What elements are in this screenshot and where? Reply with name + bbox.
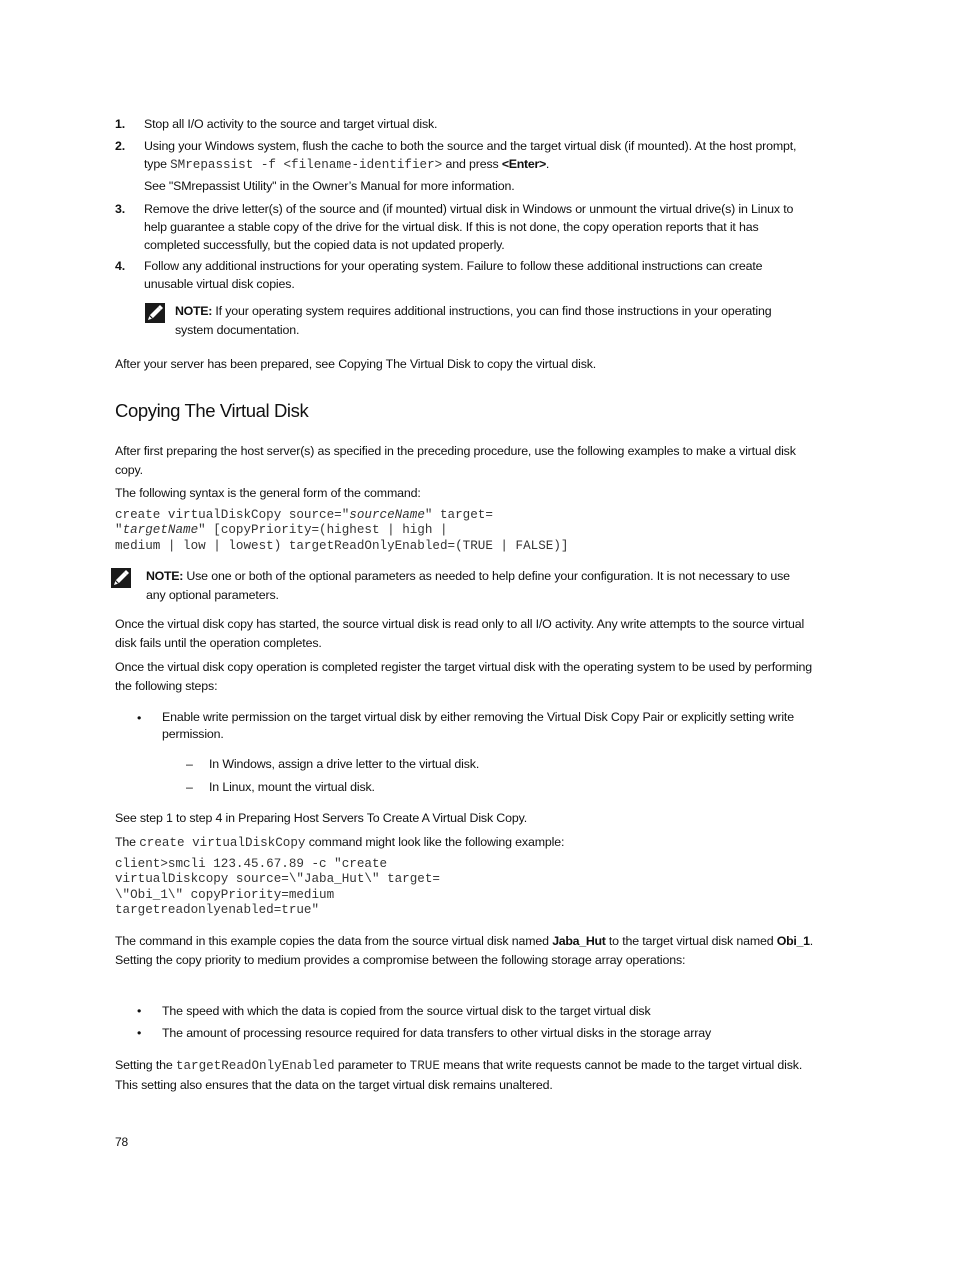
inline-code: create virtualDiskCopy: [139, 836, 306, 850]
step-text: [144, 137, 809, 174]
note-body: Use one or both of the optional parameters as needed to help define your configuration. It is not necessary to use any optional parameters.: [146, 569, 790, 602]
text-part: parameter to: [334, 1058, 410, 1072]
paragraph-syntax-intro: The following syntax is the general form of the command:: [115, 486, 421, 500]
step-number: 3.: [115, 202, 126, 216]
code-part: " target=: [424, 508, 493, 522]
code-placeholder: sourceName: [349, 508, 425, 522]
step-text: Follow any additional instructions for your operating system. Failure to follow these additional instructions can create unusable virtual disk copies.: [144, 259, 763, 291]
step-text: Remove the drive letter(s) of the source and (if mounted) virtual disk in Windows or unmount the virtual drive(s) in Linux to help guarantee a stable copy of the drive for the virtual disk. If this is not done, the copy operation reports that it has completed successfully, but the copied data is not updated properly.: [144, 202, 794, 252]
step-text-part: .: [545, 157, 550, 171]
dash-marker: –: [186, 757, 193, 771]
code-part: " [copyPriority=(highest | high |: [198, 523, 448, 538]
code-line: targetreadonlyenabled=true": [115, 902, 320, 917]
example-code-block: [115, 857, 440, 918]
inline-code: targetReadOnlyEnabled: [175, 1059, 335, 1073]
bullet-marker: •: [137, 711, 142, 725]
text-part: The command in this example copies the data from the source virtual disk named: [115, 934, 553, 948]
text-part: . Setting the copy priority to medium provides a compromise between the following storage array operations:: [115, 934, 814, 967]
dash-marker: –: [186, 780, 193, 794]
code-placeholder: targetName: [122, 523, 199, 538]
code-line: \"Obi_1\" copyPriority=medium: [115, 887, 335, 902]
note-label: NOTE:: [175, 304, 213, 318]
step-subtext: See "SMrepassist Utility" in the Owner’s Manual for more information.: [144, 179, 515, 193]
step-text-part: Using your Windows system, flush the cache to both the source and the target virtual disk (if mounted). At the host prompt, type: [144, 139, 797, 171]
target-disk-name: Obi_1: [776, 934, 810, 948]
text-part: means that write requests cannot be made to the target virtual disk. This setting also ensures that the data on the target virtual disk remains unaltered.: [115, 1058, 803, 1092]
note-label: NOTE:: [146, 569, 184, 583]
paragraph-see-step: See step 1 to step 4 in Preparing Host Servers To Create A Virtual Disk Copy.: [115, 811, 528, 825]
note-text: [146, 567, 811, 605]
code-line: medium | low | lowest) targetReadOnlyEnabled=(TRUE | FALSE)]: [115, 538, 569, 553]
dash-text: In Linux, mount the virtual disk.: [209, 780, 375, 794]
note-body: If your operating system requires additional instructions, you can find those instructions in your operating system documentation.: [175, 304, 772, 337]
note-pencil-icon: [145, 303, 165, 323]
page-number: 78: [115, 1135, 129, 1149]
text-part: command might look like the following example:: [305, 835, 565, 849]
paragraph-intro: After first preparing the host server(s) as specified in the preceding procedure, use the following examples to make a virtual disk copy.: [115, 444, 796, 477]
inline-code: TRUE: [409, 1059, 440, 1073]
text-part: The: [115, 835, 140, 849]
section-title: Copying The Virtual Disk: [115, 400, 309, 421]
bullet-text: The speed with which the data is copied from the source virtual disk to the target virtual disk: [162, 1004, 651, 1018]
bullet-marker: •: [137, 1004, 142, 1018]
step-text-part: and press: [442, 157, 502, 171]
paragraph-read-only-setting: [115, 1056, 815, 1095]
paragraph-after-prepared: After your server has been prepared, see Copying The Virtual Disk to copy the virtual disk.: [115, 357, 597, 371]
bullet-text: The amount of processing resource required for data transfers to other virtual disks in the storage array: [162, 1026, 711, 1040]
code-line: client>smcli 123.45.67.89 -c "create: [115, 857, 388, 871]
code-part: create virtualDiskCopy source=": [115, 508, 350, 522]
paragraph-example-intro: [115, 833, 815, 852]
step-text: Stop all I/O activity to the source and target virtual disk.: [144, 117, 438, 131]
step-number: 4.: [115, 259, 126, 273]
paragraph-copy-completed: Once the virtual disk copy operation is completed register the target virtual disk with the operating system to be used by performing the following steps:: [115, 660, 813, 693]
source-disk-name: Jaba_Hut: [552, 934, 606, 948]
code-line: virtualDiskcopy source=\"Jaba_Hut\" target=: [115, 872, 440, 887]
note-pencil-icon: [111, 568, 131, 588]
code-part: ": [115, 523, 123, 538]
key-name: <Enter>: [501, 157, 546, 171]
step-number: 1.: [115, 117, 126, 131]
text-part: to the target virtual disk named: [605, 934, 777, 948]
dash-text: In Windows, assign a drive letter to the virtual disk.: [209, 757, 480, 771]
paragraph-example-explanation: [115, 932, 815, 970]
bullet-text: Enable write permission on the target virtual disk by either removing the Virtual Disk Copy Pair or explicitly setting write permission.: [162, 710, 794, 741]
code-line: [115, 508, 568, 523]
step-number: 2.: [115, 139, 126, 153]
text-part: Setting the: [115, 1058, 176, 1072]
code-line: [115, 523, 568, 538]
syntax-code-block: [115, 508, 568, 554]
inline-code: SMrepassist -f <filename-identifier>: [170, 158, 443, 172]
note-text: [175, 302, 795, 340]
bullet-marker: •: [137, 1026, 142, 1040]
paragraph-copy-started: Once the virtual disk copy has started, the source virtual disk is read only to all I/O activity. Any write attempts to the source virtual disk fails until the operation completes.: [115, 617, 805, 650]
